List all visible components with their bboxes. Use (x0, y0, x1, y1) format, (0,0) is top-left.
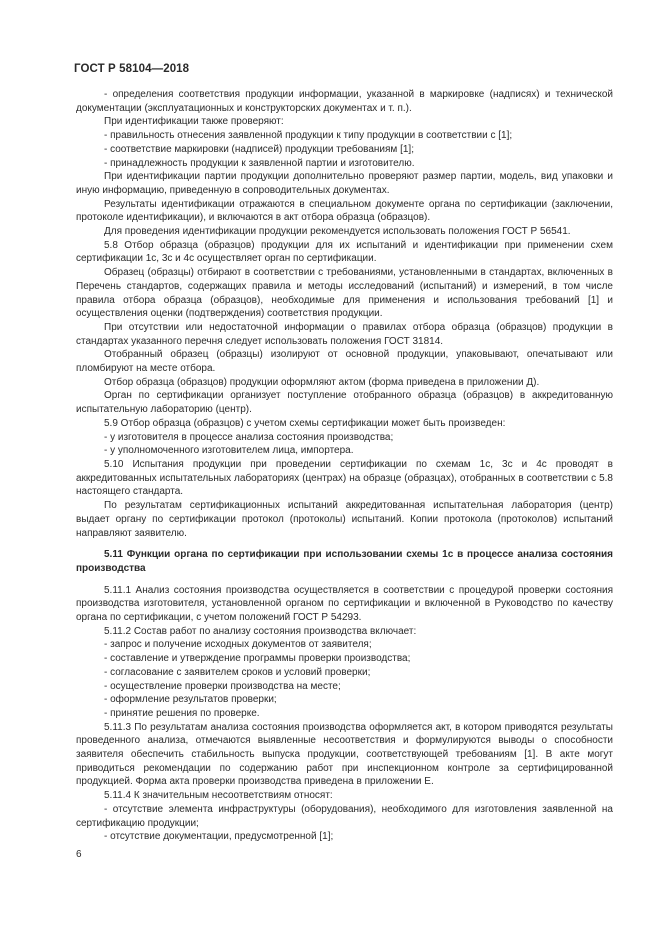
list-item: - осуществление проверки производства на месте; (104, 680, 341, 692)
paragraph: При идентификации также проверяют: (104, 116, 284, 128)
paragraph: Орган по сертификации организует поступление отобранного образца (образцов) в аккредитованную испытательную лабораторию (центр). (76, 390, 613, 416)
page-number: 6 (76, 849, 82, 860)
clause-5-10: 5.10 Испытания продукции при проведении сертификации по схемам 1с, 3с и 4с проводят в аккредитованных испытательных лабораториях (центрах) на образце (образцах), отобранных в соответствии с 5.8 настоящего стандарта. (76, 458, 613, 498)
clause-5-8: 5.8 Отбор образца (образцов) продукции для их испытаний и идентификации при применении схем сертификации 1с, 3с и 4с осуществляет орган по сертификации. (76, 239, 613, 265)
list-item: - составление и утверждение программы проверки производства; (104, 653, 411, 665)
list-item: - отсутствие элемента инфраструктуры (оборудования), необходимого для изготовления заявленной на сертификацию продукции; (76, 803, 613, 829)
list-item: - правильность отнесения заявленной продукции к типу продукции в соответствии с [1]; (104, 130, 513, 142)
clause-5-11-3: 5.11.3 По результатам анализа состояния производства оформляется акт, в котором приводятся результаты проведенного анализа, отмечаются выявленные несоответствия и формулируются выводы о способности заявителя обеспечить стабильность выпуска продукции, соответствующей требованиям [1]. В акте могут приводиться рекомендации по содержанию работ при инспекционном контроле за сертифицированной продукцией. Форма акта проверки производства приведена в приложении Е. (76, 721, 613, 788)
list-item: - принятие решения по проверке. (104, 707, 260, 719)
section-title: 5.11 Функции органа по сертификации при использовании схемы 1с в процессе анализа состояния производства (76, 549, 613, 574)
paragraph: Результаты идентификации отражаются в специальном документе органа по сертификации (заключении, протоколе идентификации), и включаются в акт отбора образца (образцов). (76, 198, 613, 224)
list-item: - оформление результатов проверки; (104, 694, 277, 706)
document-header: ГОСТ Р 58104—2018 (74, 63, 190, 75)
clause-5-9: 5.9 Отбор образца (образцов) с учетом схемы сертификации может быть произведен: (104, 417, 506, 429)
list-item: - у изготовителя в процессе анализа состояния производства; (104, 431, 394, 443)
list-item: - принадлежность продукции к заявленной партии и изготовителю. (104, 157, 415, 169)
paragraph: По результатам сертификационных испытаний аккредитованная испытательная лаборатория (центр) выдает органу по сертификации протокол (протоколы) испытаний. Копии протокола (протоколов) испытаний направляют заявителю. (76, 500, 613, 539)
clause-5-11-4: 5.11.4 К значительным несоответствиям относят: (104, 790, 333, 802)
paragraph: При идентификации партии продукции дополнительно проверяют размер партии, модель, вид упаковки и иную информацию, приведенную в сопроводительных документах. (76, 171, 613, 196)
paragraph: Для проведения идентификации продукции рекомендуется использовать положения ГОСТ Р 56541. (104, 226, 571, 238)
list-item: - отсутствие документации, предусмотренной [1]; (104, 831, 334, 843)
list-item: - запрос и получение исходных документов от заявителя; (104, 639, 372, 651)
clause-5-11-1: 5.11.1 Анализ состояния производства осуществляется в соответствии с процедурой проверки состояния производства изготовителя, установленной органом по сертификации и включенной в Руководство по качеству органа по сертификации, с учетом положений ГОСТ Р 54293. (76, 584, 613, 624)
list-item: - согласование с заявителем сроков и условий проверки; (104, 666, 371, 678)
list-item: - соответствие маркировки (надписей) продукции требованиям [1]; (104, 143, 414, 155)
paragraph: Отобранный образец (образцы) изолируют от основной продукции, упаковывают, опечатывают или пломбируют на месте отбора. (76, 349, 613, 375)
clause-5-11-2: 5.11.2 Состав работ по анализу состояния производства включает: (104, 625, 417, 637)
paragraph: Образец (образцы) отбирают в соответствии с требованиями, установленными в стандартах, включенных в Перечень стандартов, содержащих правила и методы исследований (испытаний) и измерений, в том числе правила отбора образца (образцов), необходимые для применения и использования требований [1] и осуществления оценки (подтверждения) соответствия продукции. (76, 267, 613, 320)
paragraph: Отбор образца (образцов) продукции оформляют актом (форма приведена в приложении Д). (104, 376, 540, 388)
document-body (76, 88, 613, 844)
list-item: - у уполномоченного изготовителем лица, импортера. (104, 445, 354, 457)
paragraph: При отсутствии или недостаточной информации о правилах отбора образца (образцов) продукции в стандартах указанного перечня следует использовать положения ГОСТ 31814. (76, 321, 613, 347)
paragraph: - определения соответствия продукции информации, указанной в маркировке (надписях) и технической документации (эксплуатационных и конструкторских документах и т. п.). (76, 89, 613, 114)
